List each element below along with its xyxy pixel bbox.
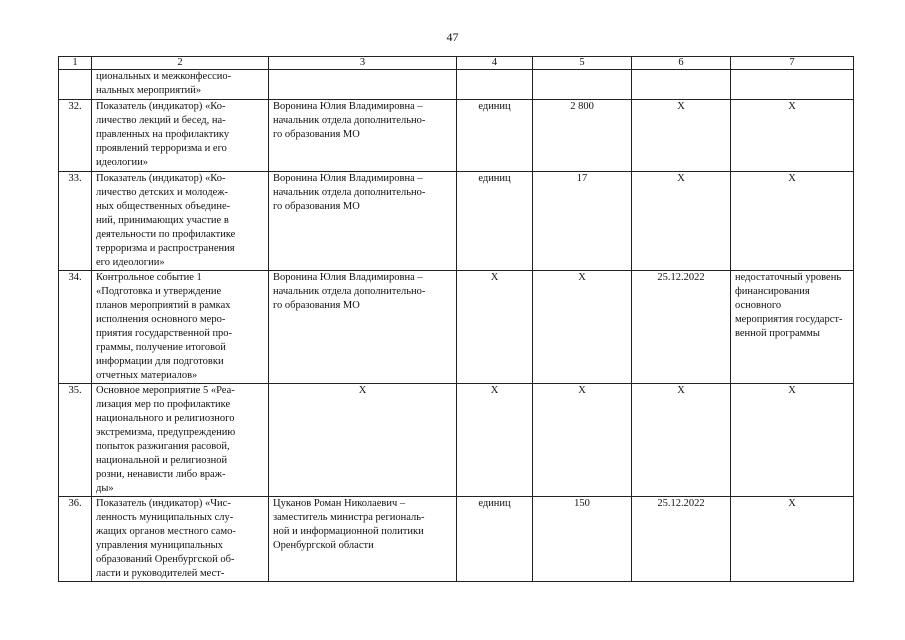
note-cell [731, 70, 854, 100]
responsible-person: X [269, 384, 457, 497]
table-row [59, 384, 854, 497]
event-name: циональных и межконфессио- нальных мероприятий» [92, 70, 269, 100]
event-name: Показатель (индикатор) «Ко- личество лекций и бесед, на- правленных на профилактику проявлений терроризма и его идеологии» [92, 100, 269, 172]
responsible-person: Цуканов Роман Николаевич – заместитель министра региональ- ной и информационной политики Оренбургской области [269, 497, 457, 582]
event-name: Основное мероприятие 5 «Реа- лизация мер по профилактике национального и религиозного экстремизма, предупреждению попыток разжигания расовой, национальной и религиозной розни, ненависти либо враж- ды» [92, 384, 269, 497]
column-header: 2 [92, 57, 269, 70]
note-cell: X [731, 172, 854, 271]
value-cell: 17 [533, 172, 632, 271]
row-number: 32. [59, 100, 92, 172]
date-cell: 25.12.2022 [632, 497, 731, 582]
responsible-person [269, 70, 457, 100]
value-cell: 2 800 [533, 100, 632, 172]
date-cell: X [632, 172, 731, 271]
responsible-person: Воронина Юлия Владимировна – начальник отдела дополнительно- го образования МО [269, 100, 457, 172]
date-cell [632, 70, 731, 100]
note-cell: X [731, 497, 854, 582]
table-row [59, 70, 854, 100]
table-row [59, 271, 854, 384]
unit-cell: X [457, 271, 533, 384]
table-row [59, 497, 854, 582]
date-cell: X [632, 384, 731, 497]
event-name: Показатель (индикатор) «Чис- ленность муниципальных слу- жащих органов местного само- управления муниципальных образований Оренбургской об- ласти и руководителей мест- [92, 497, 269, 582]
column-header: 4 [457, 57, 533, 70]
indicators-table [58, 56, 854, 582]
event-name: Контрольное событие 1 «Подготовка и утверждение планов мероприятий в рамках исполнения основного меро- приятия государственной про- граммы, получение итоговой информации для подготовки отчетных материалов» [92, 271, 269, 384]
unit-cell: единиц [457, 497, 533, 582]
column-header: 3 [269, 57, 457, 70]
row-number: 34. [59, 271, 92, 384]
row-number: 35. [59, 384, 92, 497]
column-header: 7 [731, 57, 854, 70]
responsible-person: Воронина Юлия Владимировна – начальник отдела дополнительно- го образования МО [269, 271, 457, 384]
row-number: 33. [59, 172, 92, 271]
column-header: 1 [59, 57, 92, 70]
table-row [59, 172, 854, 271]
date-cell: 25.12.2022 [632, 271, 731, 384]
date-cell: X [632, 100, 731, 172]
value-cell: 150 [533, 497, 632, 582]
page-number: 47 [446, 30, 459, 44]
responsible-person: Воронина Юлия Владимировна – начальник отдела дополнительно- го образования МО [269, 172, 457, 271]
value-cell [533, 70, 632, 100]
table-row [59, 100, 854, 172]
column-number-row [59, 57, 854, 70]
note-cell: X [731, 100, 854, 172]
unit-cell [457, 70, 533, 100]
unit-cell: X [457, 384, 533, 497]
row-number: 36. [59, 497, 92, 582]
row-number [59, 70, 92, 100]
column-header: 6 [632, 57, 731, 70]
column-header: 5 [533, 57, 632, 70]
unit-cell: единиц [457, 100, 533, 172]
note-cell: X [731, 384, 854, 497]
unit-cell: единиц [457, 172, 533, 271]
value-cell: X [533, 271, 632, 384]
value-cell: X [533, 384, 632, 497]
note-cell: недостаточный уровень финансирования основного мероприятия государст- венной программы [731, 271, 854, 384]
event-name: Показатель (индикатор) «Ко- личество детских и молодеж- ных общественных объедине- ний, принимающих участие в деятельности по профилактике терроризма и распространения его идеологии» [92, 172, 269, 271]
